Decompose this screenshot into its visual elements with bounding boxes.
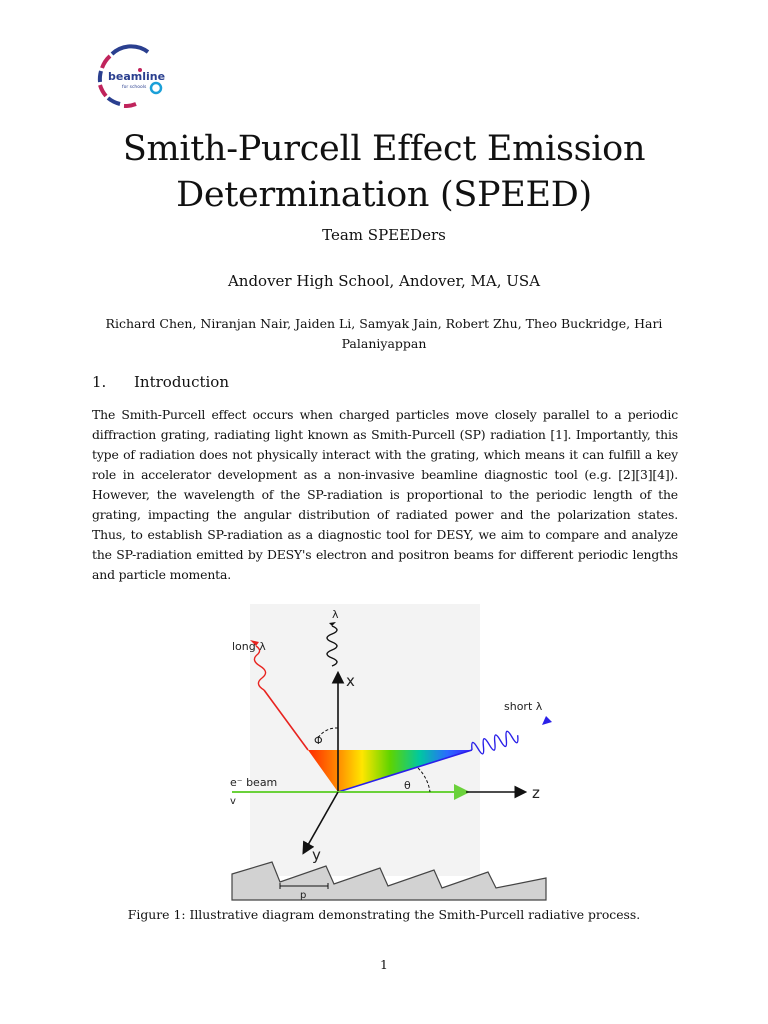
school-affiliation: Andover High School, Andover, MA, USA [227,272,541,290]
title-line-2: Determination (SPEED) [176,175,592,215]
paper-title [0,126,768,218]
logo-text: beamline [108,70,166,83]
section-heading [92,373,392,391]
diagram-background [250,604,480,876]
x-axis-label: x [346,672,355,690]
period-label: p [300,890,307,901]
page-number: 1 [380,957,388,972]
author-list: Richard Chen, Niranjan Nair, Jaiden Li, Samyak Jain, Robert Zhu, Theo Buckridge, Hari Palaniyappan [105,316,663,351]
logo-subtext: for schools [122,85,147,90]
velocity-label: v [230,796,236,807]
beam-label: e⁻ beam [230,776,278,789]
figure-caption: Figure 1: Illustrative diagram demonstrating the Smith-Purcell radiative process. [127,907,641,922]
section-number: 1. [92,373,107,391]
team-name: Team SPEEDers [322,226,446,244]
short-lambda-label: short λ [504,700,543,713]
z-axis-label: z [532,784,540,802]
y-axis-label: y [312,846,321,864]
beamline-logo [92,44,166,112]
section-title: Introduction [134,373,229,391]
lambda-label: λ [332,608,339,621]
phi-label: Φ [314,734,323,747]
smith-purcell-diagram [228,604,558,906]
title-line-1: Smith-Purcell Effect Emission [122,129,646,169]
theta-label: θ [404,779,411,792]
long-lambda-label: long λ [232,640,266,653]
intro-paragraph: The Smith-Purcell effect occurs when charged particles move closely parallel to a periodic diffraction grating, radiating light known as Smith-Purcell (SP) radiation [1]. Importantly, this type of radiation does not physically interact with the grating, which means it can fulfill a key role in accelerator development as a non-invasive beamline diagnostic tool (e.g. [2][3][4]). However, the wavelength of the SP-radiation is proportional to the periodic length of the grating, impacting the angular distribution of radiated power and the polarization states. Thus, to establish SP-radiation as a diagnostic tool for DESY, we aim to compare and analyze the SP-radiation emitted by DESY's electron and positron beams for different periodic lengths and particle momenta. [92,407,678,582]
